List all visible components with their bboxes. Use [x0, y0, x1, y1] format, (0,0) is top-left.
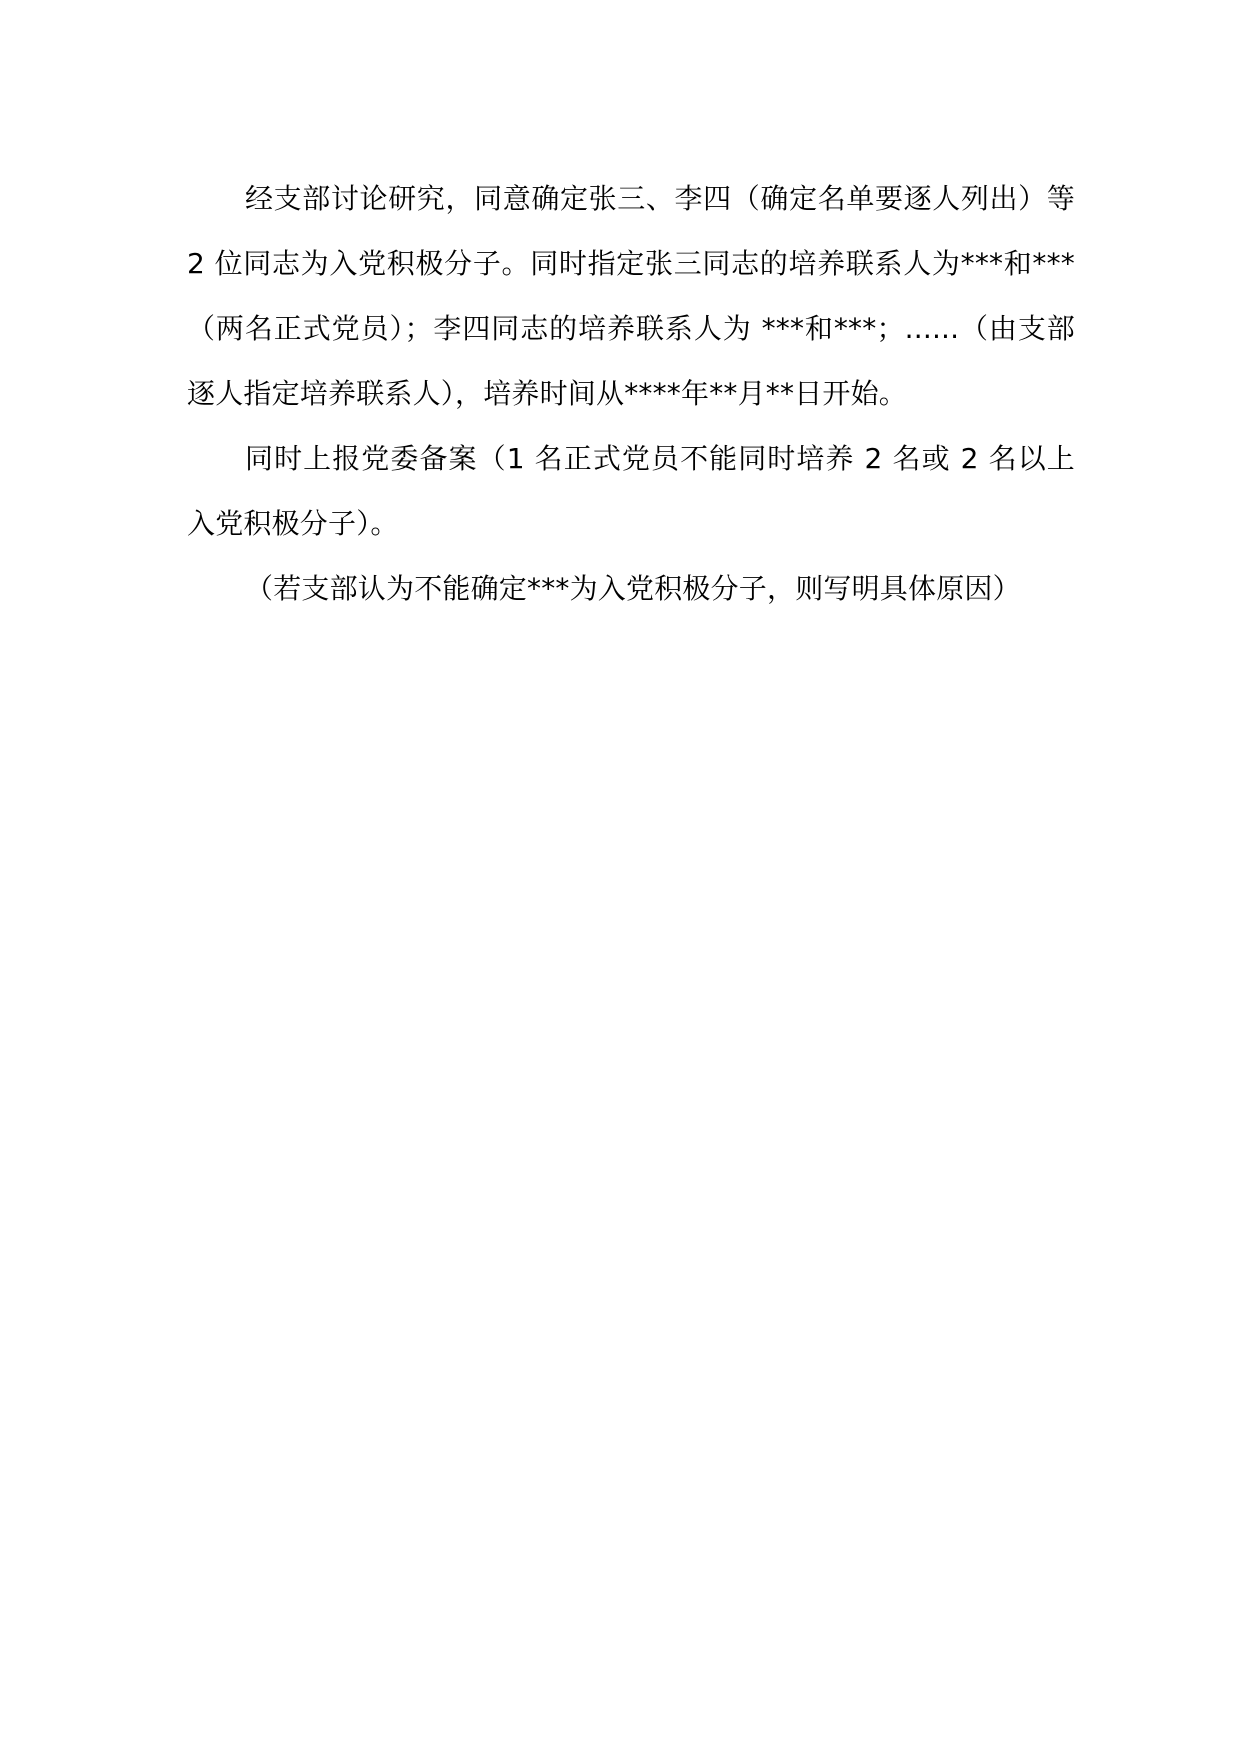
paragraph-confirmation: 经支部讨论研究，同意确定张三、李四（确定名单要逐人列出）等 2 位同志为入党积极分子。同时指定张三同志的培养联系人为***和***（两名正式党员）；李四同志的培养联系人为 ***和***；......（由支部逐人指定培养联系人），培养时间从****年**月**日开始。 — [187, 182, 1075, 410]
document-body — [187, 166, 1075, 621]
paragraph-note: （若支部认为不能确定***为入党积极分子，则写明具体原因） — [245, 572, 1021, 605]
paragraph-report: 同时上报党委备案（1 名正式党员不能同时培养 2 名或 2 名以上入党积极分子）。 — [187, 442, 1075, 540]
